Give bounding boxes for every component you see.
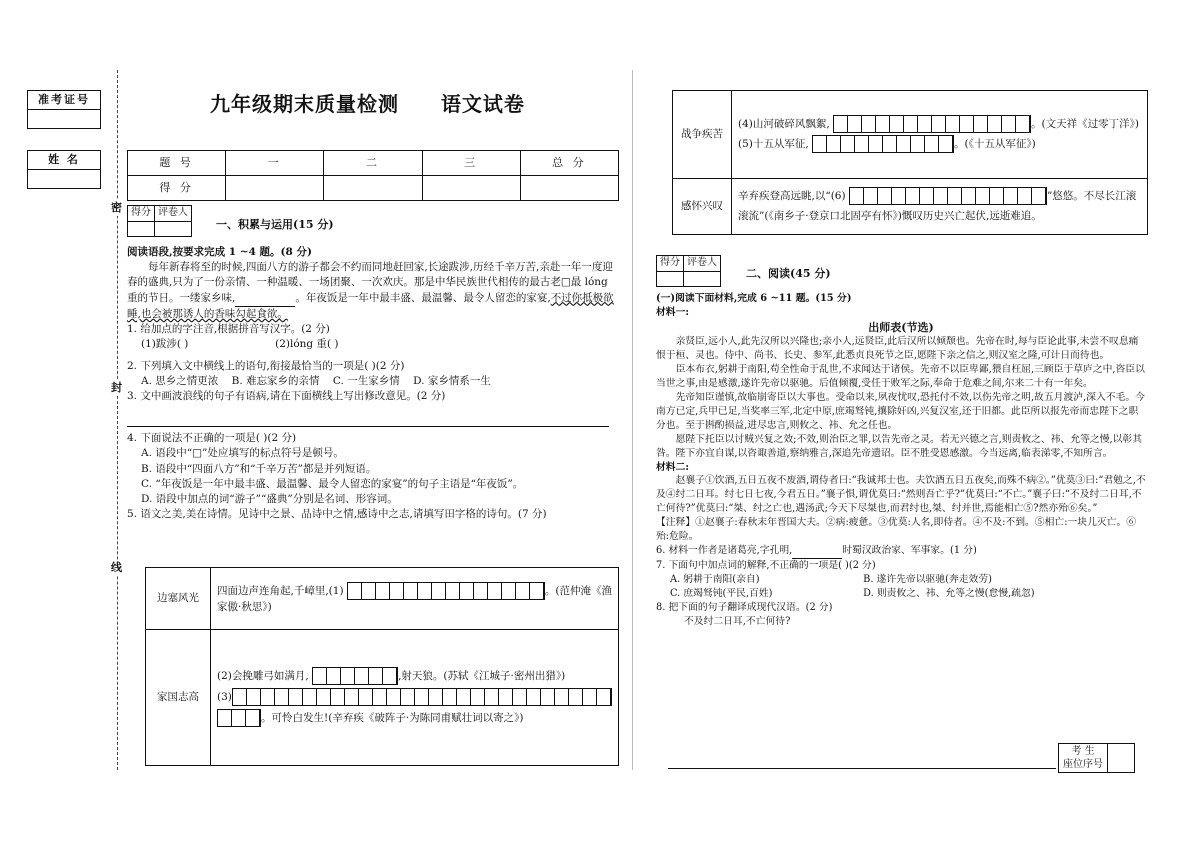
- score-col-1: 一: [226, 151, 324, 176]
- q2-option-b: B. 难忘家乡的亲情: [231, 374, 320, 387]
- section1-body: [127, 245, 619, 523]
- poem-row-label: 感怀兴叹: [673, 179, 732, 235]
- q7-options-row1: [656, 573, 1146, 587]
- poem-line-text: 。(范仲淹《渔家傲·秋思》): [217, 584, 613, 613]
- q2: 2. 下列填入文中横线上的语句,衔接最恰当的一项是( )(2 分): [127, 359, 405, 372]
- poem-line-text: 四面边声连角起,千嶂里,(1): [217, 584, 344, 597]
- poem-line-text: ,射天狼。(苏轼《江城子·密州出猎》): [398, 670, 566, 682]
- tianzi-grid[interactable]: [849, 187, 1047, 205]
- exam-id-field[interactable]: [28, 110, 100, 128]
- tianzi-grid[interactable]: [812, 135, 954, 153]
- text-title: 出师表(节选): [868, 320, 934, 334]
- poem-row-label: 家国志高: [146, 630, 211, 766]
- q7-options-row2: [656, 587, 1146, 601]
- poem-row-content: [732, 179, 1148, 235]
- poem-line-text: 。(文天祥《过零丁洋》): [1031, 117, 1140, 130]
- poem-line-text: 。可怜白发生!(辛弃疾《破阵子·为陈同甫赋壮词以寄之》): [261, 712, 524, 724]
- section1-intro: 阅读语段,按要求完成 1 ~4 题。(8 分): [127, 246, 312, 258]
- page-fold-line: [632, 70, 633, 770]
- section2-intro: (一)阅读下面材料,完成 6 ~11 题。(15 分): [656, 293, 852, 304]
- grader-name-label: 评卷人: [684, 256, 721, 272]
- passage-wavy-sentence: 不过你抵极欲睡,也会被那诱人的香味勾起食欲。: [127, 291, 614, 320]
- passage-text-a: 每年新春将至的时候,四面八方的游子都会不约而同地赶回家,长途跋涉,历经千辛万苦,亲赴一年一度迎春的盛典,只为了一份亲情、一种温暖、一场团聚、一次欢庆。那是中华民族世代相传的最古老□最 lóng 重的节日。一缕家乡味,: [127, 261, 613, 304]
- title-main: 九年级期末质量检测: [210, 92, 399, 116]
- q2-option-c: C. 一生家乡情: [332, 374, 400, 387]
- q8-answer-line[interactable]: [668, 768, 1056, 769]
- q4-option-b: B. 语段中“四面八方”和“千辛万苦”都是并列短语。: [141, 462, 377, 475]
- tianzi-grid[interactable]: [347, 582, 545, 600]
- q1-item-a: (1)跋涉( ): [141, 338, 189, 351]
- passage-blank[interactable]: [235, 291, 295, 307]
- paragraph-1: 亲贤臣,远小人,此先汉所以兴隆也;亲小人,远贤臣,此后汉所以倾颓也。先帝在时,每与臣论此事,未尝不叹息痛恨于桓、灵也。侍中、尚书、长史、参军,此悉贞良死节之臣,愿陛下亲之信之,则汉室之隆,可计日而待也。: [656, 336, 1139, 362]
- name-label: 姓 名: [28, 151, 100, 170]
- material2-label: 材料二:: [656, 461, 690, 473]
- paragraph-2: 臣本布衣,躬耕于南阳,苟全性命于乱世,不求闻达于诸侯。先帝不以臣卑鄙,猥自枉屈,三顾臣于草庐之中,咨臣以当世之事,由是感激,遂许先帝以驱驰。后值倾覆,受任于败军之际,奉命于危难之间,尔来二十有一年矣。: [656, 364, 1145, 390]
- q6-text-b: 时蜀汉政治家、军事家。(1 分): [842, 545, 977, 557]
- score-col-total: 总 分: [520, 151, 618, 176]
- score-col-3: 三: [422, 151, 520, 176]
- q8: 8. 把下面的句子翻译成现代汉语。(2 分): [656, 601, 833, 613]
- score-cell[interactable]: [226, 176, 324, 201]
- q6-blank[interactable]: [792, 544, 842, 559]
- tianzi-grid[interactable]: [232, 688, 612, 706]
- poem-line-text: (3): [217, 691, 232, 703]
- title-subject: 语文试卷: [440, 92, 525, 116]
- seal-char-xian: 线: [111, 561, 122, 574]
- grader-name-cell[interactable]: [155, 221, 192, 236]
- q3-answer-line[interactable]: [127, 404, 609, 427]
- q4: 4. 下面说法不正确的一项是( )(2 分): [127, 432, 297, 445]
- section1-heading: 一、积累与运用(15 分): [216, 218, 334, 231]
- score-table: [127, 150, 619, 201]
- q1: 1. 给加点的字注音,根据拼音写汉字。(2 分): [127, 323, 330, 336]
- poem-line-text: (2)会挽雕弓如满月,: [217, 670, 309, 682]
- paragraph-5: 赵襄子①饮酒,五日五夜不废酒,谓侍者曰:“我诚邦士也。夫饮酒五日五夜矣,而殊不病②。”优莫③曰:“君勉之,不及④纣二日耳。纣七日七夜,今君五日。”襄子惧,谓优莫曰:“然则吾亡乎?”优莫曰:“不亡。”襄子曰:“不及纣二日耳,不亡何待?”优莫曰:“桀、纣之亡也,遇汤武;今天下尽桀也,而君纣也,桀、纣并世,焉能相亡⑤?然亦殆⑥矣。”: [656, 475, 1146, 515]
- score-header: 题 号: [128, 151, 226, 176]
- poem-row-label: 战争疾苦: [673, 91, 732, 179]
- q5: 5. 语文之美,美在诗情。见诗中之景、品诗中之情,感诗中之志,请填写田字格的诗句。(7 分): [127, 508, 547, 521]
- poem-line-text: 。(《十五从军征》): [954, 137, 1036, 150]
- score-row-label: 得 分: [128, 176, 226, 201]
- q7-option-a: A. 躬耕于南阳(亲自): [670, 573, 760, 585]
- q6-text-a: 6. 材料一作者是诸葛亮,字孔明,: [656, 545, 793, 557]
- q2-options: [127, 374, 619, 389]
- q2-option-d: D. 家乡情系一生: [413, 374, 491, 387]
- tianzi-grid[interactable]: [833, 115, 1031, 133]
- seat-number-label: [1059, 744, 1108, 773]
- grader-score-label: 得分: [128, 206, 155, 222]
- grader-name-cell[interactable]: [684, 271, 721, 286]
- poem-row-label: 边塞风光: [146, 568, 211, 630]
- q1-item-b: (2)lóng 重( ): [275, 338, 339, 351]
- grader-box-1: [127, 205, 192, 237]
- paragraph-4: 愿陛下托臣以讨贼兴复之效;不效,则治臣之罪,以告先帝之灵。若无兴德之言,则责攸之、祎、允等之慢,以彰其咎。陛下亦宜自谋,以咨诹善道,察纳雅言,深追先帝遗诏。臣不胜受恩感激。今当远离,临表涕零,不知所言。: [656, 433, 1143, 459]
- score-cell[interactable]: [422, 176, 520, 201]
- poem-line-text: (5)十五从军征,: [738, 137, 809, 150]
- poem-line-text: (4)山河破碎风飘絮,: [738, 117, 830, 130]
- seal-char-feng: 封: [111, 381, 122, 394]
- seat-label-line2: 座位序号: [1063, 759, 1103, 770]
- q4-option-a: A. 语段中“□”处应填写的标点符号是顿号。: [141, 447, 344, 460]
- section2-body: [656, 292, 1146, 628]
- q2-option-a: A. 思乡之情更浓: [141, 374, 219, 387]
- grader-score-label: 得分: [657, 256, 684, 272]
- q4-option-c: C. “年夜饭是一年中最丰盛、最温馨、最令人留恋的家宴”的句子主语是“年夜饭”。: [141, 477, 524, 490]
- score-cell[interactable]: [324, 176, 422, 201]
- q7: 7. 下面句中加点词的解释,不正确的一项是( )(2 分): [656, 559, 876, 571]
- material1-label: 材料一:: [656, 306, 690, 318]
- q4-option-d: D. 语段中加点的词“游子”“盛典”分别是名词、形容词。: [141, 493, 398, 506]
- q7-option-c: C. 庶竭驽钝(平民,百姓): [670, 587, 773, 599]
- q7-option-d: D. 则责攸之、祎、允等之慢(怠慢,疏忽): [863, 587, 1035, 599]
- passage: [127, 260, 619, 322]
- q8-sentence: 不及纣二日耳,不亡何待?: [684, 615, 791, 627]
- tianzi-grid[interactable]: [312, 667, 398, 685]
- seat-label-line1: 考 生: [1071, 746, 1095, 757]
- grader-name-label: 评卷人: [155, 206, 192, 222]
- poem-table-right: [672, 90, 1148, 235]
- name-field[interactable]: [28, 170, 100, 188]
- grader-score-cell[interactable]: [128, 221, 155, 236]
- poem-table-left: [145, 567, 619, 766]
- page-title: [210, 90, 525, 119]
- notes: 【注释】①赵襄子:春秋末年晋国大夫。②病:疲惫。③优莫:人名,即侍者。④不及:不到。⑤相亡:一块儿灭亡。⑥殆:危险。: [656, 517, 1137, 543]
- seal-line: [117, 70, 118, 770]
- tianzi-grid[interactable]: [217, 709, 261, 727]
- seat-number-field[interactable]: [1108, 744, 1135, 773]
- grader-box-2: [656, 255, 721, 287]
- q6: [656, 544, 1146, 559]
- poem-row-content: [732, 91, 1148, 179]
- poem-line-text: 辛弃疾登高远眺,以“(6): [738, 189, 846, 202]
- score-cell[interactable]: [520, 176, 618, 201]
- q3: 3. 文中画波浪线的句子有语病,请在下面横线上写出修改意见。(2 分): [127, 389, 446, 402]
- exam-id-box: [27, 90, 101, 129]
- q7-option-b: B. 遂许先帝以驱驰(奔走效劳): [863, 573, 992, 585]
- poem-line-text: ”悠悠。不尽长江滚滚流”(《南乡子·登京口北固亭有怀》)慨叹历史兴亡起伏,远逝难追。: [738, 189, 1137, 222]
- passage-text-b: 。年夜饭是一年中最丰盛、最温馨、最令人留恋的家宴,: [295, 291, 551, 304]
- section2-heading: 二、阅读(45 分): [746, 267, 831, 280]
- poem-row-content: [211, 568, 619, 630]
- name-box: [27, 150, 101, 189]
- seal-char-mi: 密: [111, 201, 122, 214]
- paragraph-3: 先帝知臣谨慎,故临崩寄臣以大事也。受命以来,夙夜忧叹,恐托付不效,以伤先帝之明,故五月渡泸,深入不毛。今南方已定,兵甲已足,当奖率三军,北定中原,庶竭驽钝,攘除奸凶,兴复汉室,还于旧都。此臣所以报先帝而忠陛下之职分也。至于斟酌损益,进尽忠言,则攸之、祎、允之任也。: [656, 392, 1145, 431]
- grader-score-cell[interactable]: [657, 271, 684, 286]
- poem-row-content: [211, 630, 619, 766]
- score-col-2: 二: [324, 151, 422, 176]
- seat-number-box: [1058, 743, 1135, 773]
- exam-id-label: 准考证号: [28, 91, 100, 110]
- q1-items: [127, 337, 619, 352]
